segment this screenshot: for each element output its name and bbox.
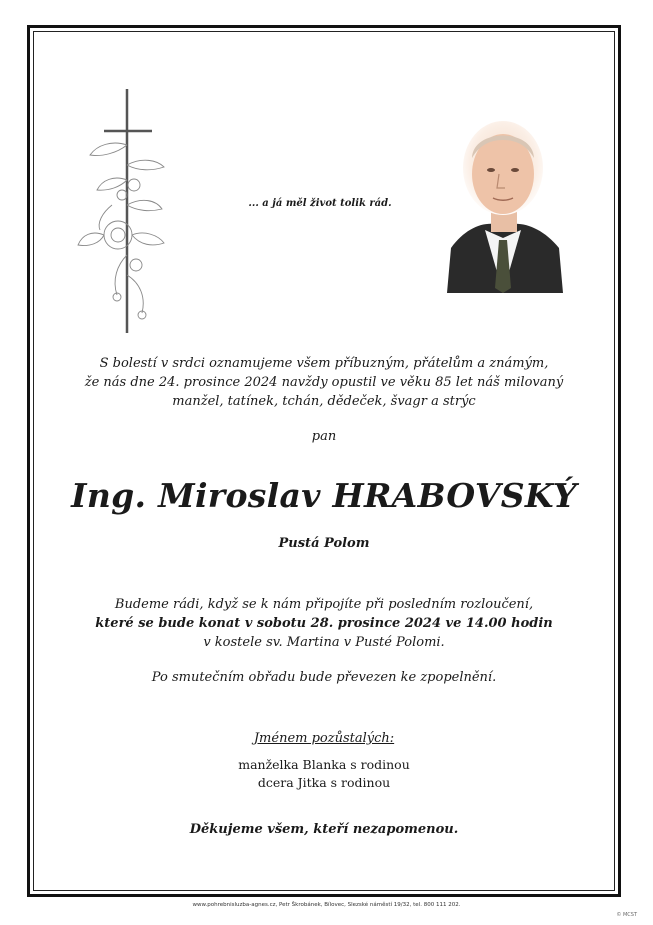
- place-of-residence: Pustá Polom: [278, 536, 370, 551]
- invite-line: v kostele sv. Martina v Pusté Polomi.: [203, 635, 445, 650]
- invite-line: Budeme rádi, když se k nám připojíte při posledním rozloučení,: [114, 597, 534, 612]
- thanks-line: Děkujeme všem, kteří nezapomenou.: [189, 822, 459, 837]
- family-heading: Jménem pozůstalých:: [253, 731, 395, 746]
- intro-line: S bolestí v srdci oznamujeme všem příbuzným, přátelům a známým,: [99, 356, 549, 371]
- family-member: manželka Blanka s rodinou: [238, 757, 410, 772]
- deceased-name: Ing. Miroslav HRABOVSKÝ: [71, 476, 577, 515]
- title-word: pan: [311, 429, 337, 444]
- announcement-text: [40, 354, 608, 411]
- family-member: dcera Jitka s rodinou: [257, 775, 391, 790]
- invite-line-date: které se bude konat v sobotu 28. prosince 2024 ve 14.00 hodin: [95, 616, 553, 631]
- intro-line: manžel, tatínek, tchán, dědeček, švagr a strýc: [172, 394, 476, 409]
- intro-line: že nás dne 24. prosince 2024 navždy opustil ve věku 85 let náš milovaný: [84, 375, 564, 390]
- motto: ... a já měl život tolik rád.: [248, 198, 392, 209]
- family-list: [40, 756, 608, 792]
- portrait-photo: [437, 108, 569, 293]
- cross-with-flowers-ornament: [72, 85, 182, 335]
- cremation-note: Po smutečním obřadu bude převezen ke zpopelnění.: [151, 670, 497, 685]
- footer-contact: www.pohrebnisluzba-agnes.cz, Petr Škrobánek, Bílovec, Slezské náměstí 19/32, tel. 800 111 202.: [192, 902, 461, 908]
- funeral-invitation: [40, 595, 608, 652]
- copyright-mark: © MCST: [616, 912, 637, 918]
